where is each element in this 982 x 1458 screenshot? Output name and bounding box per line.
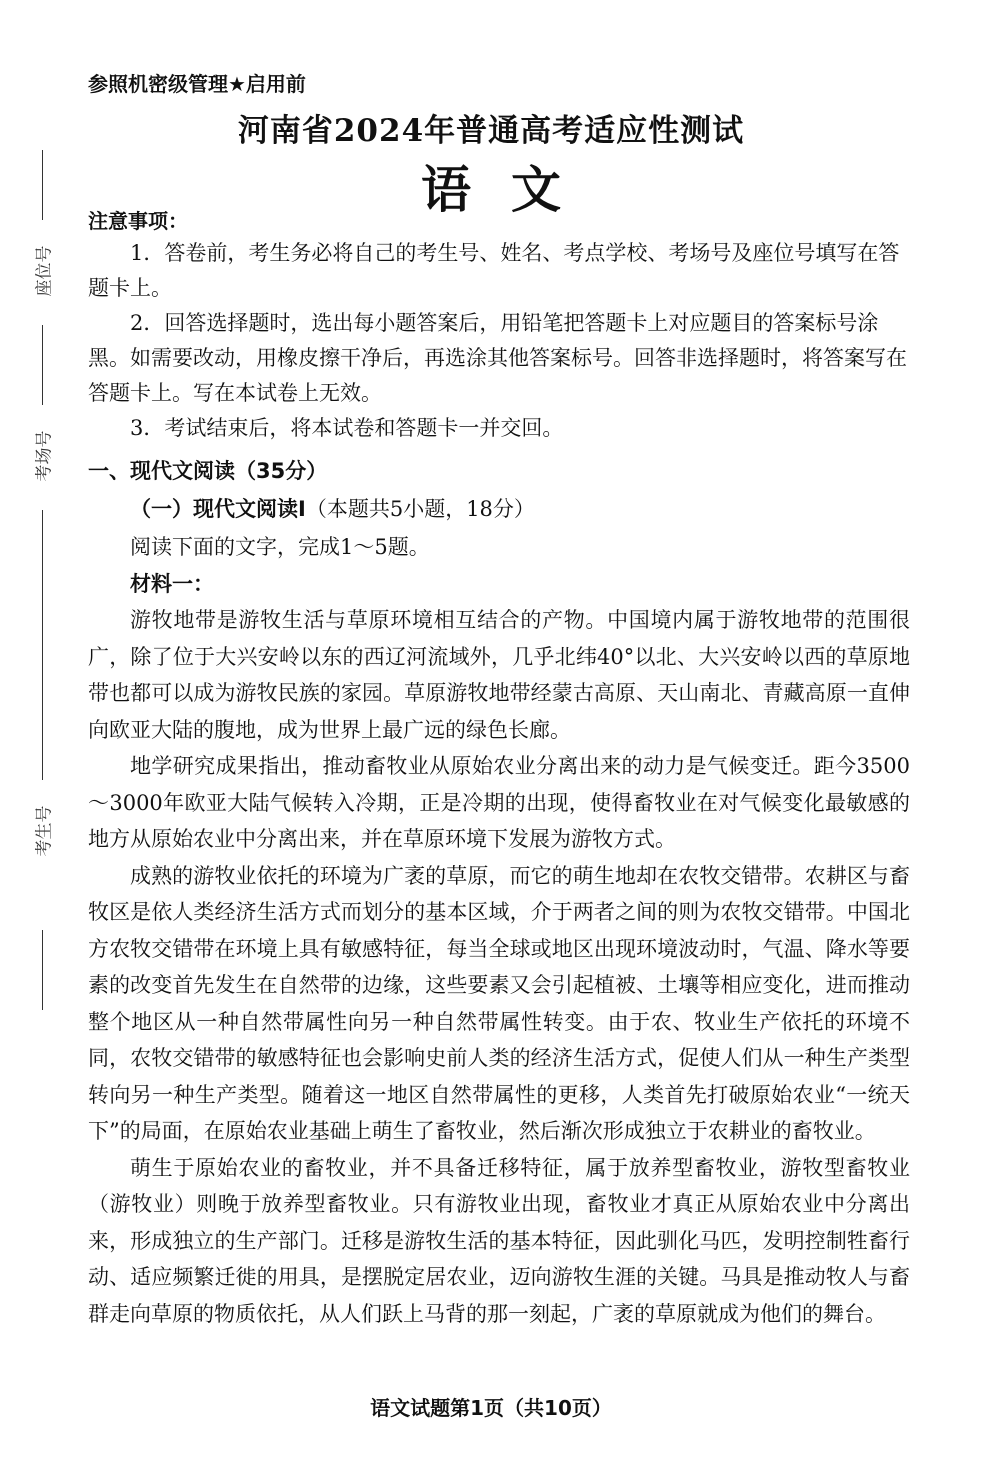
- seat-number-label: 座位号: [34, 245, 55, 297]
- subsection-heading: [88, 490, 910, 528]
- margin-line-3: [42, 510, 43, 780]
- reading-instruction: 阅读下面的文字，完成1～5题。: [130, 535, 430, 559]
- binding-margin: [22, 150, 62, 1010]
- passage-paragraph: 游牧地带是游牧生活与草原环境相互结合的产物。中国境内属于游牧地带的范围很广，除了位于大兴安岭以东的西辽河流域外，几乎北纬40°以北、大兴安岭以西的草原地带也都可以成为游牧民族的家园。草原游牧地带经蒙古高原、天山南北、青藏高原一直伸向欧亚大陆的腹地，成为世界上最广远的绿色长廊。: [88, 608, 910, 742]
- notice-item: 3．考试结束后，将本试卷和答题卡一并交回。: [130, 416, 564, 440]
- confidential-notice: 参照机密级管理★启用前: [88, 72, 306, 96]
- subject-title: 语文: [421, 160, 601, 219]
- section-heading: 一、现代文阅读（35分）: [88, 459, 328, 483]
- document-body: [88, 206, 910, 1332]
- exam-title: 河南省2024年普通高考适应性测试: [237, 113, 745, 149]
- notice-item: 2．回答选择题时，选出每小题答案后，用铅笔把答题卡上对应题目的答案标号涂黑。如需要改动，用橡皮擦干净后，再选涂其他答案标号。回答非选择题时，将答案写在答题卡上。写在本试卷上无效。: [88, 311, 907, 405]
- notice-heading: 注意事项：: [88, 209, 188, 233]
- passage-paragraph: 萌生于原始农业的畜牧业，并不具备迁移特征，属于放养型畜牧业，游牧型畜牧业（游牧业）则晚于放养型畜牧业。只有游牧业出现，畜牧业才真正从原始农业中分离出来，形成独立的生产部门。迁移是游牧生活的基本特征，因此驯化马匹，发明控制牲畜行动、适应频繁迁徙的用具，是摆脱定居农业，迈向游牧生涯的关键。马具是推动牧人与畜群走向草原的物质依托，从人们跃上马背的那一刻起，广袤的草原就成为他们的舞台。: [88, 1155, 910, 1326]
- notice-item: 1．答卷前，考生务必将自己的考生号、姓名、考点学校、考场号及座位号填写在答题卡上。: [88, 241, 900, 300]
- margin-line-4: [42, 930, 43, 1010]
- passage-paragraph: 地学研究成果指出，推动畜牧业从原始农业分离出来的动力是气候变迁。距今3500～3000年欧亚大陆气候转入冷期，正是冷期的出现，使得畜牧业在对气候变化最敏感的地方从原始农业中分离出来，并在草原环境下发展为游牧方式。: [88, 754, 910, 851]
- margin-line-2: [42, 325, 43, 405]
- subsection-title: （一）现代文阅读Ⅰ: [130, 497, 306, 521]
- exam-room-label: 考场号: [34, 430, 55, 482]
- material-label: 材料一：: [130, 572, 214, 596]
- passage-paragraph: 成熟的游牧业依托的环境为广袤的草原，而它的萌生地却在农牧交错带。农耕区与畜牧区是依人类经济生活方式而划分的基本区域，介于两者之间的则为农牧交错带。中国北方农牧交错带在环境上具有敏感特征，每当全球或地区出现环境波动时，气温、降水等要素的改变首先发生在自然带的边缘，这些要素又会引起植被、土壤等相应变化，进而推动整个地区从一种自然带属性向另一种自然带属性转变。由于农、牧业生产依托的环境不同，农牧交错带的敏感特征也会影响史前人类的经济生活方式，促使人们从一种生产类型转向另一种生产类型。随着这一地区自然带属性的更移，人类首先打破原始农业“一统天下”的局面，在原始农业基础上萌生了畜牧业，然后渐次形成独立于农耕业的畜牧业。: [88, 863, 910, 1143]
- page-footer: 语文试题第1页（共10页）: [370, 1396, 612, 1420]
- candidate-number-label: 考生号: [34, 805, 55, 857]
- subsection-note: （本题共5小题，18分）: [305, 497, 535, 521]
